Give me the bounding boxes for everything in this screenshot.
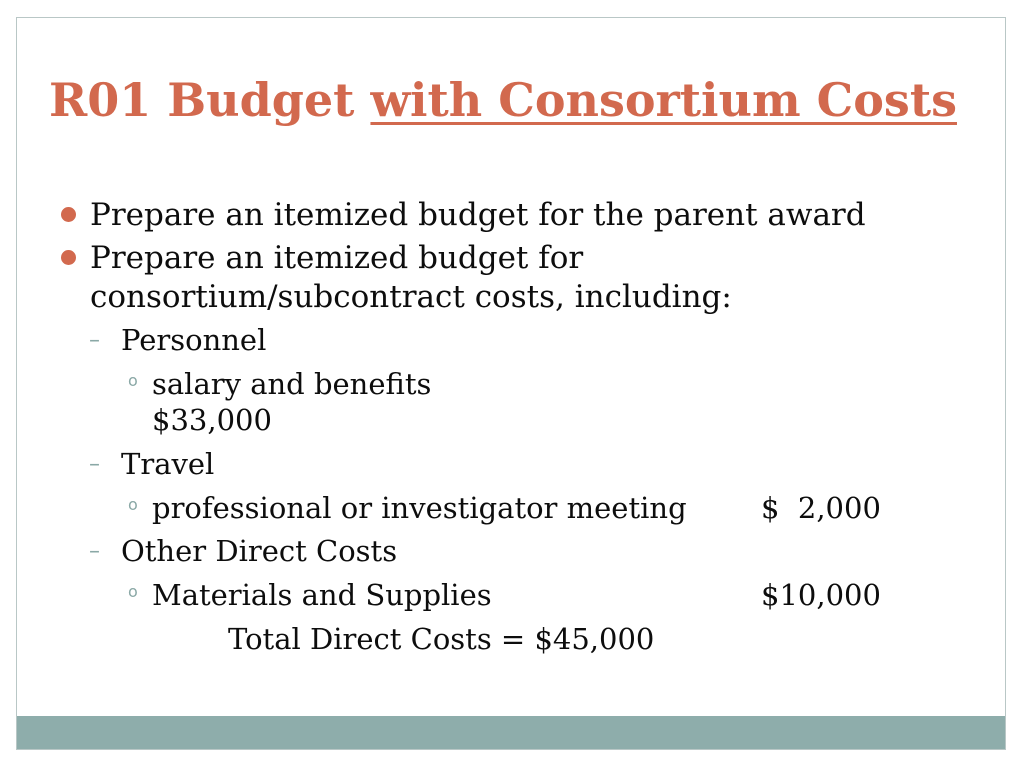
item-salary-amount: $33,000 bbox=[152, 403, 272, 437]
dash-icon: – bbox=[89, 452, 100, 477]
item-materials: Materials and Supplies bbox=[152, 578, 492, 612]
footer-bar bbox=[17, 716, 1005, 750]
circle-bullet-icon: o bbox=[128, 371, 138, 390]
dash-icon: – bbox=[89, 539, 100, 564]
bullet-dot-icon bbox=[61, 207, 76, 222]
title-underlined: with Consortium Costs bbox=[370, 73, 957, 127]
amount-materials: $10,000 bbox=[761, 578, 881, 612]
item-travel: professional or investigator meeting bbox=[152, 491, 687, 525]
total-direct-costs: Total Direct Costs = $45,000 bbox=[228, 622, 655, 656]
bullet-dot-icon bbox=[61, 250, 76, 265]
circle-bullet-icon: o bbox=[128, 582, 138, 601]
title-plain: R01 Budget bbox=[49, 73, 371, 127]
slide-title bbox=[49, 70, 957, 130]
category-travel: Travel bbox=[121, 447, 215, 481]
category-personnel: Personnel bbox=[121, 323, 267, 357]
item-salary: salary and benefits bbox=[152, 367, 432, 401]
category-other-direct-costs: Other Direct Costs bbox=[121, 534, 398, 568]
slide bbox=[16, 17, 1006, 750]
circle-bullet-icon: o bbox=[128, 495, 138, 514]
bullet-consortium-line1: Prepare an itemized budget for bbox=[90, 240, 584, 276]
bullet-parent-award: Prepare an itemized budget for the parent award bbox=[90, 197, 866, 233]
amount-travel: $ 2,000 bbox=[761, 491, 881, 525]
dash-icon: – bbox=[89, 328, 100, 353]
bullet-consortium-line2: consortium/subcontract costs, including: bbox=[90, 279, 732, 315]
